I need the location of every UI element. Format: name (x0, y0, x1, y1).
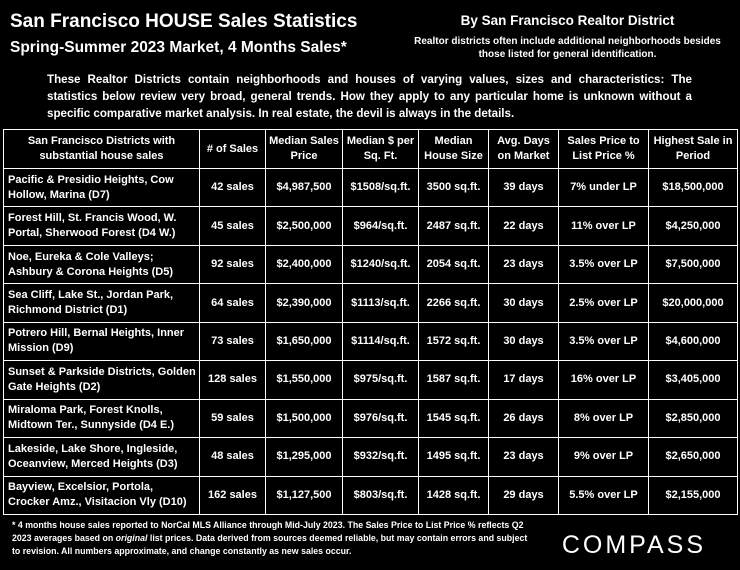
sales-stats-table (3, 129, 738, 515)
median-price-cell: $1,650,000 (266, 322, 343, 360)
days-on-market-cell: 22 days (489, 207, 559, 245)
highest-sale-cell: $18,500,000 (649, 169, 738, 207)
median-price-cell: $2,500,000 (266, 207, 343, 245)
footnote (12, 519, 532, 558)
table-row (4, 322, 738, 360)
column-header-house-size: Median House Size (419, 130, 489, 169)
days-on-market-cell: 30 days (489, 322, 559, 360)
table-row (4, 361, 738, 399)
house-size-cell: 2266 sq.ft. (419, 284, 489, 322)
title-block (10, 10, 410, 59)
house-size-cell: 1545 sq.ft. (419, 399, 489, 437)
district-cell: Noe, Eureka & Cole Valleys; Ashbury & Corona Heights (D5) (4, 245, 200, 283)
sales-count-cell: 64 sales (200, 284, 266, 322)
highest-sale-cell: $2,850,000 (649, 399, 738, 437)
sp-lp-cell: 7% under LP (559, 169, 649, 207)
column-header-median-price: Median Sales Price (266, 130, 343, 169)
sp-lp-cell: 9% over LP (559, 438, 649, 476)
days-on-market-cell: 23 days (489, 245, 559, 283)
district-cell: Bayview, Excelsior, Portola, Crocker Amz., Visitacion Vly (D10) (4, 476, 200, 515)
sales-count-cell: 162 sales (200, 476, 266, 515)
days-on-market-cell: 26 days (489, 399, 559, 437)
column-header-sp-lp: Sales Price to List Price % (559, 130, 649, 169)
price-per-sqft-cell: $803/sq.ft. (343, 476, 419, 515)
sp-lp-cell: 5.5% over LP (559, 476, 649, 515)
district-cell: Lakeside, Lake Shore, Ingleside, Oceanview, Merced Heights (D3) (4, 438, 200, 476)
highest-sale-cell: $2,650,000 (649, 438, 738, 476)
highest-sale-cell: $20,000,000 (649, 284, 738, 322)
footnote-italic: original (115, 533, 148, 543)
sales-count-cell: 128 sales (200, 361, 266, 399)
district-cell: Sunset & Parkside Districts, Golden Gate Heights (D2) (4, 361, 200, 399)
price-per-sqft-cell: $1113/sq.ft. (343, 284, 419, 322)
highest-sale-cell: $7,500,000 (649, 245, 738, 283)
table-row (4, 399, 738, 437)
column-header-days-on-market: Avg. Days on Market (489, 130, 559, 169)
median-price-cell: $2,390,000 (266, 284, 343, 322)
intro-paragraph: These Realtor Districts contain neighborhoods and houses of varying values, sizes and characteristics: The statistics below review very broad, general trends. How they apply to any particular home is unknown without a specific comparative market analysis. In real estate, the devil is always in the details. (47, 73, 692, 120)
table-row (4, 476, 738, 515)
median-price-cell: $1,500,000 (266, 399, 343, 437)
median-price-cell: $1,295,000 (266, 438, 343, 476)
footnote-text-1: * 4 months house sales reported to NorCal MLS Alliance through Mid-July 2023. The Sales Price to List Price % reflects Q2 2023 averages based on (12, 520, 524, 543)
median-price-cell: $2,400,000 (266, 245, 343, 283)
footnote-text-2: list prices. Data derived from sources deemed reliable, but may contain errors and subject to revision. All numbers approximate, and change constantly as new sales occur. (12, 533, 528, 556)
median-price-cell: $1,127,500 (266, 476, 343, 515)
highest-sale-cell: $4,600,000 (649, 322, 738, 360)
compass-logo: COMPASS (561, 531, 706, 559)
sales-count-cell: 45 sales (200, 207, 266, 245)
table-row (4, 438, 738, 476)
district-cell: Sea Cliff, Lake St., Jordan Park, Richmond District (D1) (4, 284, 200, 322)
table-row (4, 207, 738, 245)
highest-sale-cell: $2,155,000 (649, 476, 738, 515)
price-per-sqft-cell: $932/sq.ft. (343, 438, 419, 476)
table-row (4, 169, 738, 207)
days-on-market-cell: 17 days (489, 361, 559, 399)
sp-lp-cell: 3.5% over LP (559, 245, 649, 283)
house-size-cell: 1495 sq.ft. (419, 438, 489, 476)
column-header-per-sqft: Median $ per Sq. Ft. (343, 130, 419, 169)
sales-count-cell: 48 sales (200, 438, 266, 476)
highest-sale-cell: $3,405,000 (649, 361, 738, 399)
byline: By San Francisco Realtor District (460, 13, 675, 28)
days-on-market-cell: 39 days (489, 169, 559, 207)
days-on-market-cell: 23 days (489, 438, 559, 476)
price-per-sqft-cell: $964/sq.ft. (343, 207, 419, 245)
column-header-sales: # of Sales (200, 130, 266, 169)
page-subtitle: Spring-Summer 2023 Market, 4 Months Sales* (10, 39, 347, 56)
table-header-row (4, 130, 738, 169)
house-size-cell: 2487 sq.ft. (419, 207, 489, 245)
sp-lp-cell: 2.5% over LP (559, 284, 649, 322)
price-per-sqft-cell: $1240/sq.ft. (343, 245, 419, 283)
days-on-market-cell: 30 days (489, 284, 559, 322)
price-per-sqft-cell: $975/sq.ft. (343, 361, 419, 399)
sales-count-cell: 59 sales (200, 399, 266, 437)
district-cell: Pacific & Presidio Heights, Cow Hollow, Marina (D7) (4, 169, 200, 207)
district-cell: Potrero Hill, Bernal Heights, Inner Mission (D9) (4, 322, 200, 360)
sp-lp-cell: 16% over LP (559, 361, 649, 399)
byline-note: Realtor districts often include additional neighborhoods besides those listed for general identification. (414, 36, 721, 60)
sales-count-cell: 92 sales (200, 245, 266, 283)
house-size-cell: 1428 sq.ft. (419, 476, 489, 515)
table-row (4, 284, 738, 322)
column-header-district: San Francisco Districts with substantial house sales (4, 130, 200, 169)
house-size-cell: 3500 sq.ft. (419, 169, 489, 207)
sales-count-cell: 42 sales (200, 169, 266, 207)
house-size-cell: 1572 sq.ft. (419, 322, 489, 360)
sales-count-cell: 73 sales (200, 322, 266, 360)
table-body (4, 169, 738, 515)
district-cell: Forest Hill, St. Francis Wood, W. Portal, Sherwood Forest (D4 W.) (4, 207, 200, 245)
sp-lp-cell: 11% over LP (559, 207, 649, 245)
price-per-sqft-cell: $976/sq.ft. (343, 399, 419, 437)
median-price-cell: $1,550,000 (266, 361, 343, 399)
days-on-market-cell: 29 days (489, 476, 559, 515)
house-size-cell: 2054 sq.ft. (419, 245, 489, 283)
table-row (4, 245, 738, 283)
price-per-sqft-cell: $1508/sq.ft. (343, 169, 419, 207)
column-header-highest-sale: Highest Sale in Period (649, 130, 738, 169)
highest-sale-cell: $4,250,000 (649, 207, 738, 245)
price-per-sqft-cell: $1114/sq.ft. (343, 322, 419, 360)
district-cell: Miraloma Park, Forest Knolls, Midtown Ter., Sunnyside (D4 E.) (4, 399, 200, 437)
page-title: San Francisco HOUSE Sales Statistics (10, 11, 358, 32)
house-size-cell: 1587 sq.ft. (419, 361, 489, 399)
sp-lp-cell: 8% over LP (559, 399, 649, 437)
byline-block (410, 12, 725, 61)
sp-lp-cell: 3.5% over LP (559, 322, 649, 360)
median-price-cell: $4,987,500 (266, 169, 343, 207)
header (10, 10, 730, 72)
